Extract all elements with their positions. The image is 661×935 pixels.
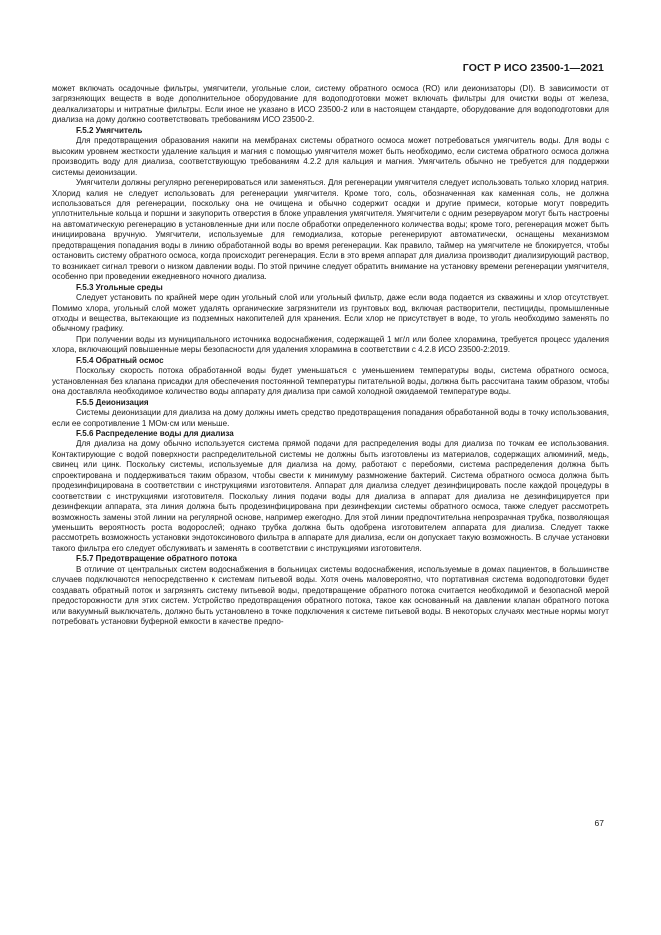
section-heading: F.5.4 Обратный осмос — [76, 355, 164, 365]
section-heading: F.5.6 Распределение воды для диализа — [76, 428, 234, 438]
section-heading: F.5.7 Предотвращение обратного потока — [76, 554, 237, 564]
paragraph: Умягчители должны регулярно регенерироваться или заменяться. Для регенерации умягчителя следует использовать только хлорид натрия. Хлорид калия не следует использовать для регенерации умягчителя. Кроме того, соль, обозначенная как каменная соль, не должна использоваться для регенерации, поскольку она не очищена и обычно содержит осадки и другие примеси, которые могут повредить уплотнительные кольца и поршни и закупорить отверстия в блоке управления умягчителя. Умягчители с одним резервуаром могут быть настроены на автоматическую регенерацию в установленные дни или после обработки определенного количества воды; кроме того, регенерация может быть инициирована вручную. Умягчители, используемые для гемодиализа, которые регенерируют автоматически, оснащены механизмом предотвращения попадания воды в линию обработанной воды во время регенерации. Как правило, таймер на умягчителе не блокируется, чтобы остановить систему обратного осмоса, когда происходит регенерация. Если в это время аппарат для диализа производит диализирующий раствор, то возникает сигнал тревоги о низком давлении воды. По этой причине следует обратить внимание на установку времени регенерации умягчителя, особенно при проведении ежедневного ночного диализа. — [52, 178, 609, 282]
paragraph: Для диализа на дому обычно используется система прямой подачи для распределения воды для диализа по точкам ее использования. Контактирующие с водой поверхности распределительной системы не должны быть изготовлены из материалов, содержащих алюминий, медь, свинец или цинк. Поскольку системы, используемые для диализа на дому, работают с перебоями, система распределения должна быть спроектирована и поддерживаться таким образом, чтобы свести к минимуму размножение бактерий. Система обратного осмоса должна быть продезинфицирована в соответствии с инструкциями изготовителя. Аппарат для диализа следует дезинфицировать после каждой процедуры в соответствии с инструкциями изготовителя. Поскольку линия подачи воды для диализа в аппарат для диализа не дезинфицируется при дезинфекции аппарата, эта линия должна быть продезинфицирована при дезинфекции системы обратного осмоса, также следует рассмотреть возможность замены этой линии на регулярной основе, например ежегодно. Для этой линии предпочтительна непрозрачная трубка, позволяющая уменьшить вероятность роста водорослей; однако трубка должна быть одобрена изготовителем аппарата для диализа. Следует также рассмотреть возможность установки эндотоксинового фильтра в аппарате для диализа, если он допускает такую возможность. В случае установки такого фильтра его следует обслуживать и заменять в соответствии с инструкциями изготовителя. — [52, 439, 609, 553]
document-header: ГОСТ Р ИСО 23500-1—2021 — [462, 62, 604, 74]
section-f52 — [52, 126, 609, 283]
section-heading: F.5.3 Угольные среды — [76, 282, 163, 292]
document-body — [52, 84, 609, 628]
page-number: 67 — [594, 818, 604, 828]
section-heading: F.5.5 Деионизация — [76, 397, 149, 407]
section-heading: F.5.2 Умягчитель — [76, 125, 143, 135]
section-f53 — [52, 283, 609, 356]
section-f57 — [52, 554, 609, 627]
paragraph: Для предотвращения образования накипи на мембранах системы обратного осмоса может потребоваться умягчитель воды. Для воды с высоким уровнем жесткости удаление кальция и магния с помощью умягчителя может быть необходимо, если система обратного осмоса должна производить воду для диализа, соответствующую требованиям 4.2.2 для кальция и магния. Умягчитель обычно не требуется для поддержки системы деионизации. — [52, 136, 609, 177]
section-f56 — [52, 429, 609, 554]
paragraph: При получении воды из муниципального источника водоснабжения, содержащей 1 мг/л или более хлорамина, требуется процесс удаления хлора, включающий повышенные меры безопасности для удаления хлорамина в соответствии с 4.2.8 ИСО 23500-2:2019. — [52, 334, 609, 355]
section-f55 — [52, 398, 609, 429]
section-f54 — [52, 356, 609, 398]
paragraph: Следует установить по крайней мере один угольный слой или угольный фильтр, даже если вода подается из скважины и хлор отсутствует. Помимо хлора, угольный слой может удалять органические загрязнители из грунтовых вод, включая растворители, пестициды, промышленные отходы и вещества, вытекающие из подземных накопителей для хранения. Если хлор не присутствует в воде, то уголь необходимо заменять по обычному графику. — [52, 293, 609, 334]
paragraph: Поскольку скорость потока обработанной воды будет уменьшаться с уменьшением температуры воды, система обратного осмоса, установленная без клапана присадки для обеспечения постоянной температуры питательной воды, должна быть рассчитана таким образом, чтобы она доставляла необходимое количество воды аппарату для диализа при самой холодной ожидаемой температуре воды. — [52, 366, 609, 397]
paragraph: В отличие от центральных систем водоснабжения в больницах системы водоснабжения, используемые в домах пациентов, в большинстве случаев подключаются непосредственно к системам питьевой воды. Хотя очень маловероятно, что портативная система водоподготовки будет создавать обратный поток и загрязнять систему питьевой воды, предотвращение обратного потока считается необходимой и безопасной мерой предосторожности для этих систем. Устройство предотвращения обратного потока, такое как основанный на давлении клапан обратного потока или вакуумный выключатель, должно быть установлено в точке подключения к системе питьевой воды. В некоторых случаях местные нормы могут потребовать установки буферной емкости в качестве предпо- — [52, 564, 609, 627]
paragraph: Системы деионизации для диализа на дому должны иметь средство предотвращения попадания обработанной воды в точку использования, если ее сопротивление 1 МОм·см или меньше. — [52, 408, 609, 428]
intro-paragraph: может включать осадочные фильтры, умягчители, угольные слои, систему обратного осмоса (RO) или деионизаторы (DI). В зависимости от загрязняющих веществ в воде дополнительное оборудование для водоподготовки может включать фильтры для очистки воды от железа, деалкализаторы и нитратные фильтры. Если иное не указано в ИСО 23500-2 или в настоящем стандарте, оборудование для водоподготовки для диализа на дому должно соответствовать требованиям ИСО 23500-2. — [52, 84, 609, 125]
